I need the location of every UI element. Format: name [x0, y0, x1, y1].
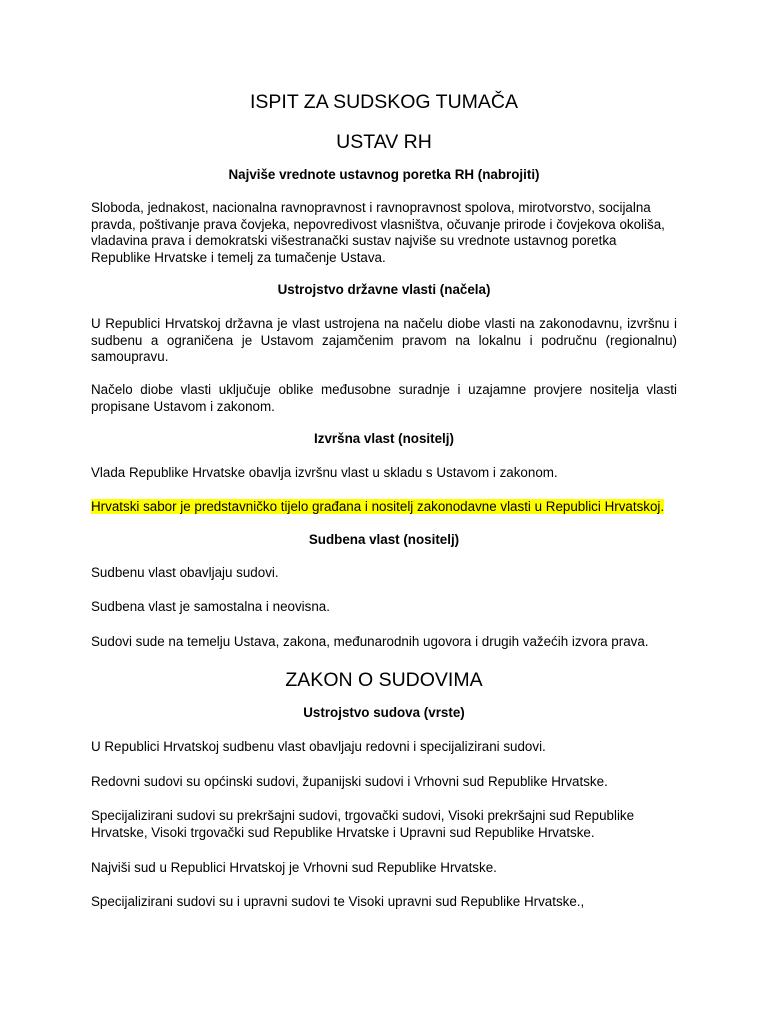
- paragraph-redovni-specijalizirani: U Republici Hrvatskoj sudbenu vlast obavljaju redovni i specijalizirani sudovi.: [91, 738, 546, 754]
- paragraph-samostalna: Sudbena vlast je samostalna i neovisna.: [91, 599, 330, 615]
- paragraph-sabor-highlighted: [91, 499, 677, 516]
- heading-najvise-vrednote: Najviše vrednote ustavnog poretka RH (nabrojiti): [228, 167, 540, 182]
- heading-sudbena-vlast: Sudbena vlast (nositelj): [308, 531, 460, 547]
- paragraph-vrednote: Sloboda, jednakost, nacionalna ravnopravnost i ravnopravnost spolova, mirotvorstvo, socijalna pravda, poštivanje prava čovjeka, nepovredivost vlasništva, očuvanje prirode i čovjekova okoliša, vladavina prava i demokratski višestranački sustav najviše su vrednote ustavnog poretka Republike Hrvatske i temelj za tumačenje Ustava.: [91, 200, 665, 266]
- section-title-zakon: ZAKON O SUDOVIMA: [285, 668, 483, 691]
- paragraph-specijalizirani-sudovi: Specijalizirani sudovi su prekršajni sudovi, trgovački sudovi, Visoki prekršajni sud Republike Hrvatske, Visoki trgovački sud Republike Hrvatske i Upravni sud Republike Hrvatske.: [91, 808, 635, 840]
- section-title-ustav: USTAV RH: [336, 131, 432, 153]
- paragraph-dioba-vlasti: U Republici Hrvatskoj državna je vlast ustrojena na načelu diobe vlasti na zakonodavnu, izvršnu i sudbenu a ograničena je Ustavom zajamčenim pravom na lokalnu i područnu (regionalnu) samoupravu.: [91, 315, 677, 365]
- paragraph-sudovi-sude: Sudovi sude na temelju Ustava, zakona, međunarodnih ugovora i drugih važećih izvora prava.: [91, 634, 649, 650]
- heading-izvrsna-vlast: Izvršna vlast (nositelj): [314, 431, 454, 447]
- paragraph-vlada: Vlada Republike Hrvatske obavlja izvršnu vlast u skladu s Ustavom i zakonom.: [91, 465, 558, 481]
- paragraph-najvisi-sud: Najviši sud u Republici Hrvatskoj je Vrhovni sud Republike Hrvatske.: [91, 859, 497, 875]
- heading-ustrojstvo-vlasti: Ustrojstvo državne vlasti (načela): [277, 281, 491, 297]
- paragraph-nacelo-diobe: Načelo diobe vlasti uključuje oblike međusobne suradnje i uzajamne provjere nositelja vlasti propisane Ustavom i zakonom.: [91, 381, 677, 414]
- heading-ustrojstvo-sudova: Ustrojstvo sudova (vrste): [303, 704, 465, 720]
- highlighted-text: Hrvatski sabor je predstavničko tijelo građana i nositelj zakonodavne vlasti u Republici Hrvatskoj.: [91, 499, 665, 515]
- document-title: ISPIT ZA SUDSKOG TUMAČA: [249, 91, 518, 113]
- document-page: [91, 90, 677, 911]
- paragraph-redovni-sudovi: Redovni sudovi su općinski sudovi, županijski sudovi i Vrhovni sud Republike Hrvatske.: [91, 773, 608, 789]
- paragraph-upravni-sudovi: Specijalizirani sudovi su i upravni sudovi te Visoki upravni sud Republike Hrvatske.,: [91, 894, 585, 910]
- paragraph-sudbenu-vlast: Sudbenu vlast obavljaju sudovi.: [91, 564, 279, 580]
